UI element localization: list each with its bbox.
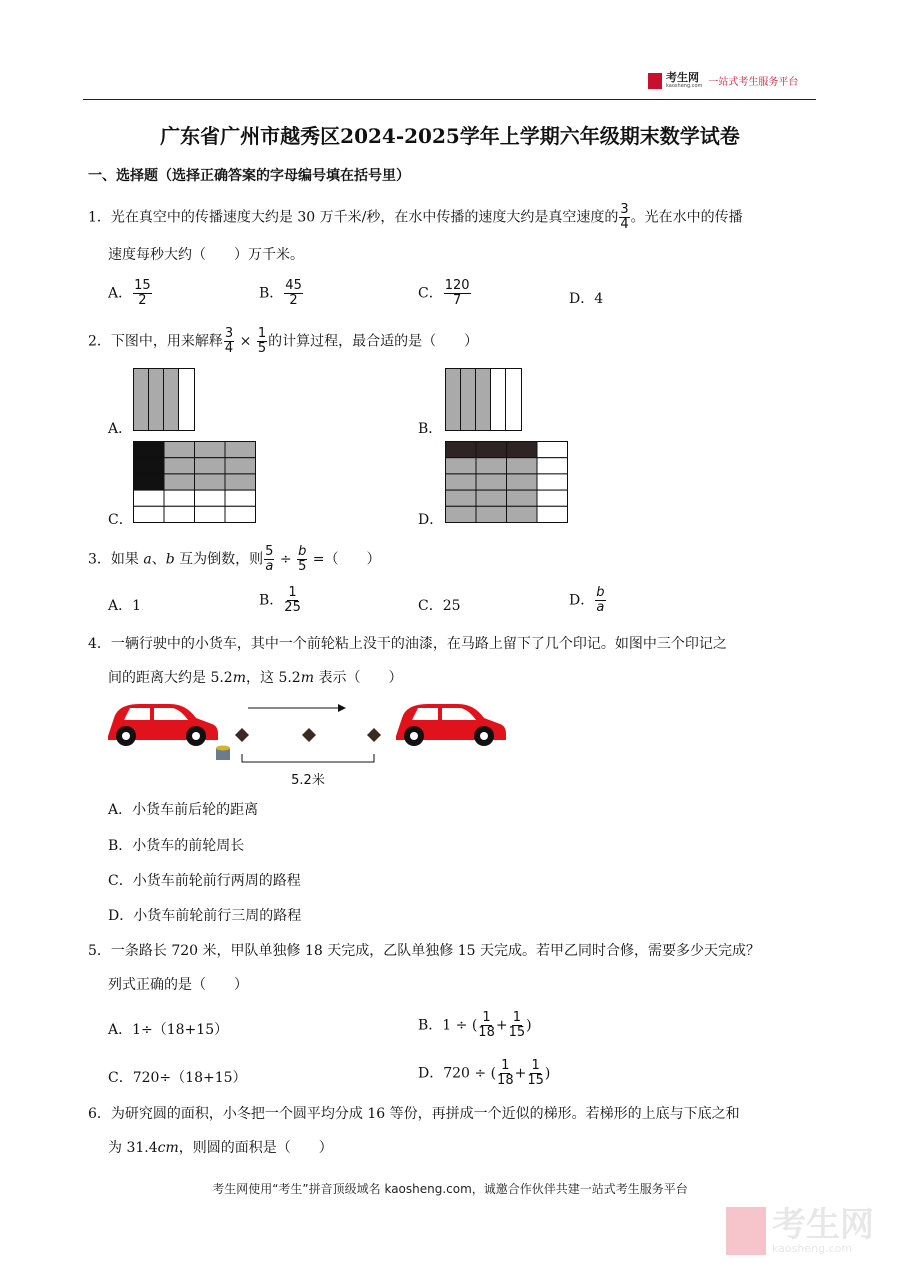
paint-mark: [235, 728, 249, 742]
q4-text-b1: 间的距离大约是 5.2: [108, 670, 233, 686]
grid-cell: [195, 474, 226, 490]
q6-text-b: [108, 1138, 333, 1158]
arrow-head: [338, 704, 346, 712]
frac-den: 4: [224, 341, 234, 356]
page-title: 广东省广州市越秀区2024-2025学年上学期六年级期末数学试卷: [160, 124, 740, 148]
grid-cell: [537, 474, 568, 490]
paint-mark: [367, 728, 381, 742]
grid-cell: [225, 458, 256, 474]
times-sign: ×: [239, 333, 252, 350]
q1-option-a: [108, 279, 153, 308]
option-label: C．: [418, 285, 443, 302]
q4-option-c: C．小货车前轮前行两周的路程: [108, 873, 301, 889]
option-prefix: D．720 ÷ (: [418, 1065, 497, 1082]
frac-num: 1: [288, 585, 297, 600]
grid-cell: [164, 506, 195, 522]
watermark-sub: kaosheng.com: [772, 1241, 853, 1255]
grid-cell: [476, 442, 507, 458]
grid-cell: [164, 474, 195, 490]
option-fraction: [595, 586, 605, 615]
grid-cell: [134, 458, 165, 474]
q4-option-d: D．小货车前轮前行三周的路程: [108, 908, 302, 924]
grid-cell: [225, 442, 256, 458]
frac-num: 1: [501, 1058, 510, 1073]
grid-cell: [134, 474, 165, 490]
paint-mark: [302, 728, 316, 742]
brand-block: [666, 72, 702, 89]
q5-option-c: C．720÷（18+15）: [108, 1070, 247, 1086]
car-left-icon: [108, 704, 218, 746]
option-fraction: [284, 586, 301, 615]
q6-text-b2: ，则圆的面积是（ ）: [178, 1140, 333, 1156]
question-3: [88, 545, 381, 574]
frac-num: 3: [620, 202, 629, 217]
grid-cell: [446, 474, 477, 490]
frac-num: 45: [285, 278, 302, 293]
option-label: A．: [108, 285, 133, 302]
grid-cell: [134, 506, 165, 522]
q6-text-b1: 为 31.4: [108, 1140, 158, 1156]
plus-sign: +: [495, 1017, 508, 1034]
frac-den: 18: [478, 1025, 495, 1040]
distance-bracket: [242, 754, 374, 762]
q3-option-d: [569, 586, 607, 615]
unit-m: m: [232, 670, 246, 686]
option-prefix: B．1 ÷ (: [418, 1017, 478, 1034]
paint-bucket-icon: [216, 746, 230, 761]
plus-sign: +: [514, 1065, 527, 1082]
brand-domain: kaosheng.com: [666, 83, 703, 89]
frac-den: a: [265, 559, 274, 574]
car-right-icon: [396, 704, 506, 746]
strip-empty: [491, 369, 506, 431]
q3-option-b: [259, 586, 302, 615]
frac-den: a: [596, 600, 605, 615]
grid-cell: [537, 506, 568, 522]
q4-text-b: [108, 668, 402, 688]
brand-slogan: 一站式考生服务平台: [708, 77, 799, 88]
q5-text-b: 列式正确的是（ ）: [108, 977, 248, 993]
grid-cell: [134, 442, 165, 458]
option-fraction: [478, 1011, 495, 1040]
question-1: [88, 203, 828, 232]
grid-cell: [476, 506, 507, 522]
option-label: A．: [108, 598, 133, 614]
unit-m: m: [300, 670, 314, 686]
q5-option-d: [418, 1059, 550, 1088]
grid-cell: [507, 442, 538, 458]
grid-cell: [507, 458, 538, 474]
brand-logo-icon: [648, 73, 662, 89]
q4-option-b: B．小货车的前轮周长: [108, 838, 245, 854]
frac-den: 5: [298, 559, 307, 574]
frac-num: 1: [531, 1058, 540, 1073]
q1-text-b: 。光在水中的传播: [630, 209, 743, 226]
q3-option-a: [108, 595, 141, 615]
option-label: B．: [259, 285, 284, 302]
option-fraction: [133, 279, 152, 308]
frac-den: 25: [284, 600, 301, 615]
q6-text-a: 6．为研究圆的面积，小冬把一个圆平均分成 16 等份，再拼成一个近似的梯形。若梯形的上底与下底之和: [88, 1106, 740, 1122]
var-a: a: [143, 551, 152, 568]
strip-empty: [506, 369, 522, 431]
section-heading: 一、选择题（选择正确答案的字母编号填在括号里）: [88, 168, 410, 184]
header-logo: [648, 72, 798, 89]
grid-cell: [446, 442, 477, 458]
q4-text-b3: 表示（ ）: [314, 670, 403, 686]
option-value: 1: [132, 598, 142, 614]
frac-den: 15: [508, 1025, 526, 1040]
option-fraction: [497, 1059, 514, 1088]
grid-cell: [537, 458, 568, 474]
grid-cell: [225, 506, 256, 522]
frac-num: 15: [134, 278, 151, 293]
frac-den: 4: [620, 217, 629, 232]
frac-num: 5: [265, 544, 274, 559]
q1-text-c: 速度每秒大约（ ）万千米。: [108, 247, 304, 263]
q4-illustration: [100, 696, 510, 792]
q2-text-b: 的计算过程，最合适的是（ ）: [268, 333, 479, 350]
divide-sign: ÷: [279, 551, 292, 568]
grid-cell: [195, 442, 226, 458]
frac-num: b: [298, 544, 307, 559]
grid-cell: [537, 490, 568, 506]
grid-cell: [507, 474, 538, 490]
grid-cell: [225, 474, 256, 490]
grid-cell: [195, 490, 226, 506]
grid-cell: [537, 442, 568, 458]
q1-option-b: [259, 279, 304, 308]
frac-den: 2: [289, 293, 298, 308]
grid-cell: [164, 442, 195, 458]
option-value: 4: [594, 291, 604, 307]
q4-text-a: 4．一辆行驶中的小货车，其中一个前轮粘上没干的油漆，在马路上留下了几个印记。如图中三个印记之: [88, 636, 727, 652]
q2-text-a: 2．下图中，用来解释: [88, 333, 223, 350]
q1-option-d: [569, 288, 603, 308]
strip-shaded: [149, 369, 164, 431]
grid-cell: [134, 490, 165, 506]
option-fraction: [284, 279, 303, 308]
grid-cell: [225, 490, 256, 506]
grid-cell: [476, 490, 507, 506]
q4-text-b2: ，这 5.2: [246, 670, 301, 686]
watermark: [726, 1204, 874, 1255]
option-label: C．: [418, 598, 443, 614]
option-label: D．: [569, 291, 595, 307]
distance-label: 5.2米: [291, 773, 325, 788]
q5-text-a: 5．一条路长 720 米，甲队单独修 18 天完成，乙队单独修 15 天完成。若甲乙同时合修，需要多少天完成？: [88, 943, 760, 959]
frac-num: 120: [444, 278, 470, 293]
watermark-text-block: [772, 1204, 874, 1255]
frac-num: b: [596, 585, 605, 600]
option-label: D．: [569, 592, 595, 609]
frac-den: 18: [497, 1073, 514, 1088]
option-fraction: [509, 1011, 526, 1040]
q4-option-a: A．小货车前后轮的距离: [108, 802, 259, 818]
question-2: [88, 327, 478, 356]
option-label: B．: [259, 592, 284, 609]
grid-cell: [476, 458, 507, 474]
strip-shaded: [476, 369, 491, 431]
page-footer: 考生网使用“考生”拼音顶级域名 kaosheng.com，诚邀合作伙伴共建一站式考生服务平台: [212, 1182, 688, 1196]
grid-cell: [507, 490, 538, 506]
option-value: 25: [442, 598, 461, 614]
diagram-d: [445, 441, 571, 525]
option-fraction: [444, 279, 471, 308]
unit-cm: cm: [157, 1140, 179, 1156]
q5-option-a: A．1÷（18+15）: [108, 1022, 229, 1038]
brand-name: 考生网: [666, 71, 699, 84]
grid-cell: [507, 506, 538, 522]
grid-cell: [164, 490, 195, 506]
q2-label-d: D．: [418, 512, 444, 528]
q3-option-c: [418, 595, 461, 615]
header-divider: [83, 99, 816, 100]
frac-den: 7: [452, 293, 462, 308]
q2-fraction-1: [224, 327, 234, 356]
grid-cell: [476, 474, 507, 490]
q5-option-b: [418, 1011, 532, 1040]
frac-den: 5: [257, 341, 267, 356]
strip-shaded: [446, 369, 461, 431]
diagram-c: [133, 441, 259, 525]
q3-fraction-2: [297, 545, 307, 574]
strip-empty: [179, 369, 195, 431]
q1-fraction: [619, 203, 629, 232]
q2-label-c: C．: [108, 512, 133, 528]
grid-cell: [195, 458, 226, 474]
q2-fraction-2: [257, 327, 267, 356]
watermark-text: 考生网: [772, 1204, 874, 1245]
q3-text-b: 互为倒数，则: [179, 551, 264, 568]
q2-label-b: B．: [418, 421, 443, 437]
strip-shaded: [134, 369, 149, 431]
q1-option-c: [418, 279, 472, 308]
frac-num: 1: [257, 326, 267, 341]
q1-text-a: 1．光在真空中的传播速度大约是 30 万千米/秒，在水中传播的速度大约是真空速度的: [88, 209, 619, 226]
close-paren: ): [526, 1017, 532, 1034]
diagram-a: [133, 368, 199, 432]
q3-fraction-1: [264, 545, 274, 574]
strip-shaded: [164, 369, 179, 431]
grid-cell: [164, 458, 195, 474]
close-paren: ): [544, 1065, 551, 1082]
q3-equals: =（ ）: [312, 551, 381, 568]
frac-num: 1: [482, 1010, 491, 1025]
var-b: b: [165, 551, 175, 568]
q3-text-a: 3．如果: [88, 551, 139, 568]
q2-label-a: A．: [108, 421, 133, 437]
option-fraction: [527, 1059, 544, 1088]
separator: 、: [151, 551, 166, 568]
watermark-logo-icon: [726, 1207, 766, 1255]
frac-den: 15: [527, 1073, 544, 1088]
frac-num: 3: [224, 326, 234, 341]
grid-cell: [446, 490, 477, 506]
grid-cell: [446, 506, 477, 522]
grid-cell: [446, 458, 477, 474]
grid-cell: [195, 506, 226, 522]
diagram-b: [445, 368, 525, 432]
frac-num: 1: [512, 1010, 521, 1025]
strip-shaded: [461, 369, 476, 431]
frac-den: 2: [138, 293, 147, 308]
